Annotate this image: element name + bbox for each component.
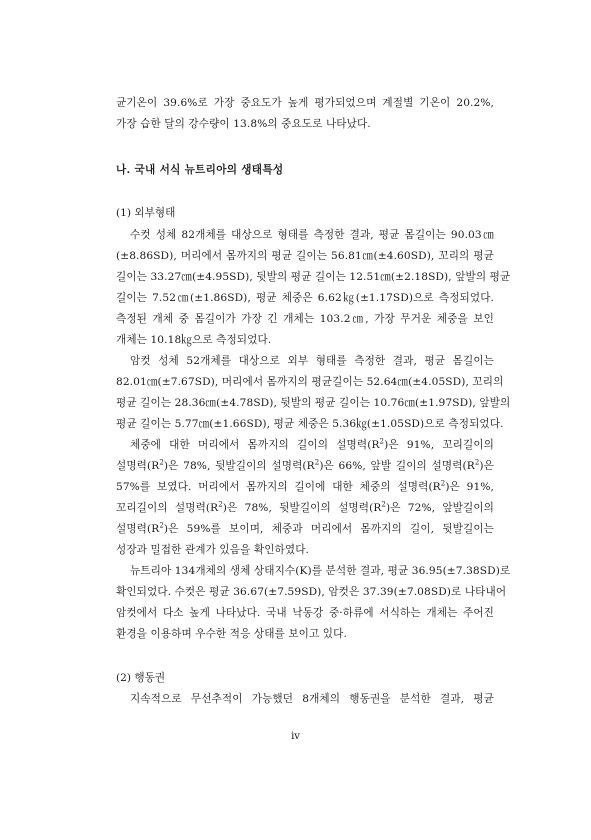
body-text-line: 성장과 밀접한 관계가 있음을 확인하였다.: [116, 544, 310, 556]
body-text-line: 길이는 33.27㎝(±4.95SD), 뒷발의 평균 길이는 12.51㎝(±2.18SD), 앞발의 평균: [116, 271, 511, 283]
body-text-line: 지속적으로 무선추적이 가능했던 8개체의 행동권을 분석한 결과, 평균: [130, 693, 494, 705]
body-text-line: 개체는 10.18㎏으로 측정되었다.: [116, 334, 272, 346]
body-text-line: 평균 길이는 5.77㎝(±1.66SD), 평균 체중은 5.36㎏(±1.05SD)으로 측정되었다.: [116, 418, 504, 430]
body-text-line: 확인되었다. 수컷은 평균 36.67(±7.59SD), 암컷은 37.39(±7.08SD)로 나타내어: [116, 586, 507, 598]
body-text-line: 설명력$(R^2)$은 59%를 보이며, 체중과 머리에서 몸까지의 길이, 뒷발길이는: [116, 521, 494, 535]
body-text-line: 암컷에서 다소 높게 나타났다. 국내 낙동강 중·하류에 서식하는 개체는 주어진: [116, 607, 494, 619]
body-text-line: 가장 습한 달의 강수량이 13.8%의 중요도로 나타났다.: [116, 118, 371, 130]
page-number: iv: [291, 731, 300, 742]
body-text-line: 균기온이 39.6%로 가장 중요도가 높게 평가되었으며 계절별 기온이 20.2%,: [116, 97, 494, 109]
body-text-line: 길이는 7.52㎝(±1.86SD), 평균 체중은 6.62㎏(±1.17SD)으로 측정되었다.: [116, 292, 494, 304]
body-text-line: 꼬리길이의 설명력$(R^2)$은 78%, 뒷발길이의 설명력$(R^2)$은 72%, 앞발길이의: [116, 500, 495, 514]
section-heading: 나. 국내 서식 뉴트리아의 생태특성: [116, 164, 284, 176]
body-text-line: 평균 길이는 28.36㎝(±4.78SD), 뒷발의 평균 길이는 10.76㎝(±1.97SD), 앞발의: [116, 397, 511, 409]
body-text-line: 측정된 개체 중 몸길이가 가장 긴 개체는 103.2㎝, 가장 무거운 체중을 보인: [116, 313, 494, 325]
body-text-line: 57%를 보였다. 머리에서 몸까지의 길이에 대한 체중의 설명력$(R^2)$은 91%,: [116, 479, 494, 493]
body-text-line: 체중에 대한 머리에서 몸까지의 길이의 설명력$(R^2)$은 91%, 꼬리길이의: [130, 437, 495, 451]
body-text-line: 암컷 성체 52개체를 대상으로 외부 형태를 측정한 결과, 평균 몸길이는: [130, 355, 494, 367]
body-text-line: (±8.86SD), 머리에서 몸까지의 평균 길이는 56.81㎝(±4.60SD), 꼬리의 평균: [116, 250, 494, 262]
body-text-line: 82.01㎝(±7.67SD), 머리에서 몸까지의 평균길이는 52.64㎝(±4.05SD), 꼬리의: [116, 376, 504, 388]
subsection-title: (2) 행동권: [116, 672, 166, 684]
body-text-line: 환경을 이용하며 우수한 적응 상태를 보이고 있다.: [116, 628, 347, 640]
subsection-title: (1) 외부형태: [116, 207, 176, 219]
body-text-line: 설명력$(R^2)$은 78%, 뒷발길이의 설명력$(R^2)$은 66%, 앞발 길이의 설명력$(R^2)$은: [116, 458, 494, 472]
body-text-line: 뉴트리아 134개체의 생체 상태지수(K)를 분석한 결과, 평균 36.95(±7.38SD)로: [130, 565, 511, 577]
body-text-line: 수컷 성체 82개체를 대상으로 형태를 측정한 결과, 평균 몸길이는 90.03㎝: [130, 229, 494, 241]
